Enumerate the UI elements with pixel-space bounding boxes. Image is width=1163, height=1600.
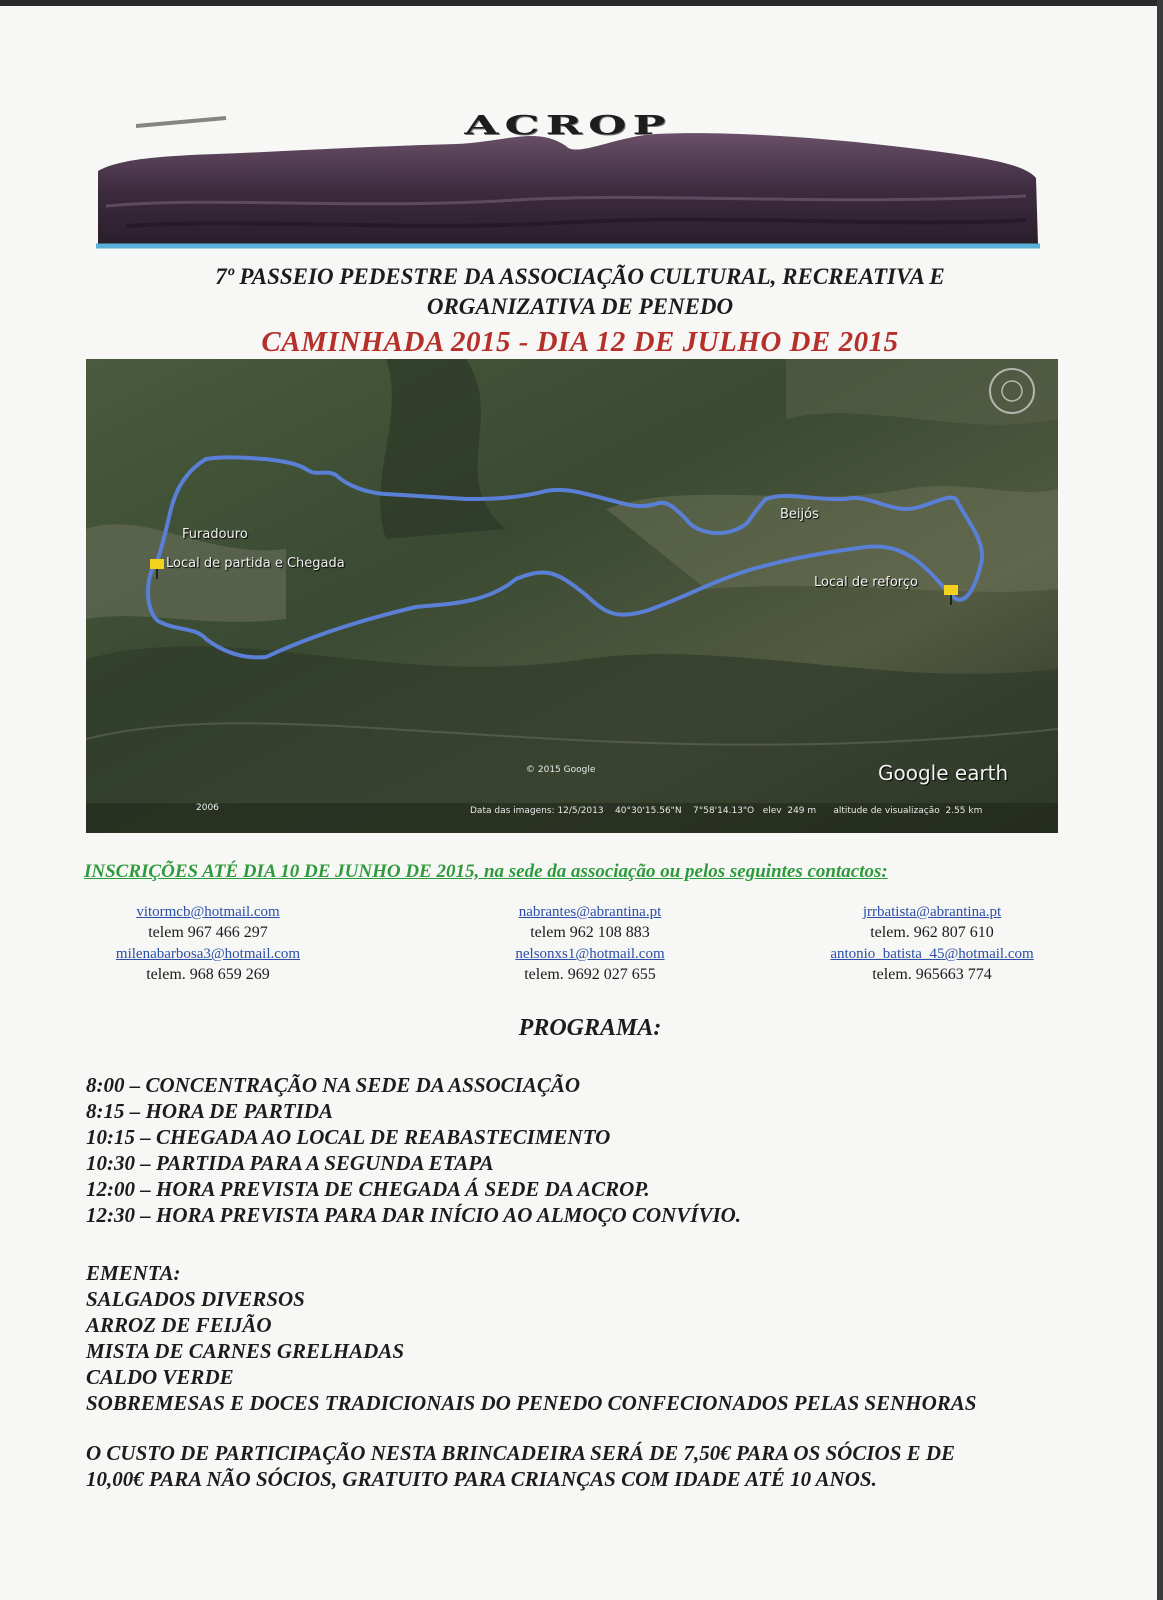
contact-column-1 xyxy=(88,902,328,986)
map-label-furadouro: Furadouro xyxy=(182,527,248,542)
map-logo: Google earth xyxy=(878,761,1009,785)
ementa-item: MISTA DE CARNES GRELHADAS xyxy=(86,1339,405,1363)
scan-edge-top xyxy=(0,0,1163,6)
programa-item: 12:00 – HORA PREVISTA DE CHEGADA Á SEDE DA ACROP. xyxy=(86,1177,650,1201)
heading-line-2: ORGANIZATIVA DE PENEDO xyxy=(426,294,734,319)
programa-item: 10:30 – PARTIDA PARA A SEGUNDA ETAPA xyxy=(86,1151,494,1175)
programa-item: 8:15 – HORA DE PARTIDA xyxy=(86,1099,333,1123)
scan-edge-right xyxy=(1157,0,1163,1600)
ementa-item: ARROZ DE FEIJÃO xyxy=(86,1313,272,1337)
ementa-item: SOBREMESAS E DOCES TRADICIONAIS DO PENEDO CONFECIONADOS PELAS SENHORAS xyxy=(86,1391,977,1415)
event-date-heading: CAMINHADA 2015 - DIA 12 DE JULHO DE 2015 xyxy=(261,326,899,358)
map-year-badge: 2006 xyxy=(196,803,219,813)
heading-line-1: 7º PASSEIO PEDESTRE DA ASSOCIAÇÃO CULTURAL, RECREATIVA E xyxy=(215,264,945,289)
contact-phone: telem. 962 807 610 xyxy=(870,924,994,941)
programa-title: PROGRAMA: xyxy=(518,1015,662,1041)
map-copyright: © 2015 Google xyxy=(526,765,596,775)
map-status-bar: Data das imagens: 12/5/2013 40°30'15.56"N 7°58'14.13"O elev 249 m altitude de visualização 2.55 km xyxy=(470,806,983,816)
contact-phone: telem. 9692 027 655 xyxy=(524,966,656,983)
contact-phone: telem 962 108 883 xyxy=(530,924,650,941)
programa-item: 12:30 – HORA PREVISTA PARA DAR INÍCIO AO ALMOÇO CONVÍVIO. xyxy=(86,1203,742,1227)
contact-email[interactable]: vitormcb@hotmail.com xyxy=(136,904,280,920)
contact-email[interactable]: antonio_batista_45@hotmail.com xyxy=(830,946,1034,962)
contact-email[interactable]: nabrantes@abrantina.pt xyxy=(518,904,662,920)
cost-line-1: O CUSTO DE PARTICIPAÇÃO NESTA BRINCADEIRA SERÁ DE 7,50€ PARA OS SÓCIOS E DE xyxy=(86,1441,956,1465)
programa-list xyxy=(86,1072,1086,1228)
ementa-item: CALDO VERDE xyxy=(86,1365,234,1389)
ementa-title: EMENTA: xyxy=(86,1261,181,1285)
ementa-list xyxy=(86,1260,1086,1416)
map-label-reforco: Local de reforço xyxy=(814,575,918,590)
acrop-banner xyxy=(96,96,1040,258)
contact-phone: telem. 965663 774 xyxy=(872,966,992,983)
route-map xyxy=(86,359,1058,833)
programa-item: 8:00 – CONCENTRAÇÃO NA SEDE DA ASSOCIAÇÃO xyxy=(86,1073,581,1097)
registration-note: INSCRIÇÕES ATÉ DIA 10 DE JUNHO DE 2015, na sede da associação ou pelos seguintes contactos: xyxy=(84,861,888,882)
cost-note xyxy=(86,1440,1086,1492)
contact-email[interactable]: milenabarbosa3@hotmail.com xyxy=(115,946,301,962)
map-label-beijos: Beijós xyxy=(780,507,819,522)
banner-title: ACROP xyxy=(464,110,672,141)
contact-email[interactable]: jrrbatista@abrantina.pt xyxy=(862,904,1002,920)
contact-email[interactable]: nelsonxs1@hotmail.com xyxy=(515,946,665,962)
map-label-start: Local de partida e Chegada xyxy=(166,556,345,571)
event-heading xyxy=(100,262,1060,322)
programa-item: 10:15 – CHEGADA AO LOCAL DE REABASTECIMENTO xyxy=(86,1125,611,1149)
contact-column-3 xyxy=(812,902,1052,986)
ementa-item: SALGADOS DIVERSOS xyxy=(86,1287,305,1311)
cost-line-2: 10,00€ PARA NÃO SÓCIOS, GRATUITO PARA CRIANÇAS COM IDADE ATÉ 10 ANOS. xyxy=(86,1467,877,1491)
contact-column-2 xyxy=(470,902,710,986)
contact-phone: telem. 968 659 269 xyxy=(146,966,270,983)
contact-phone: telem 967 466 297 xyxy=(148,924,268,941)
